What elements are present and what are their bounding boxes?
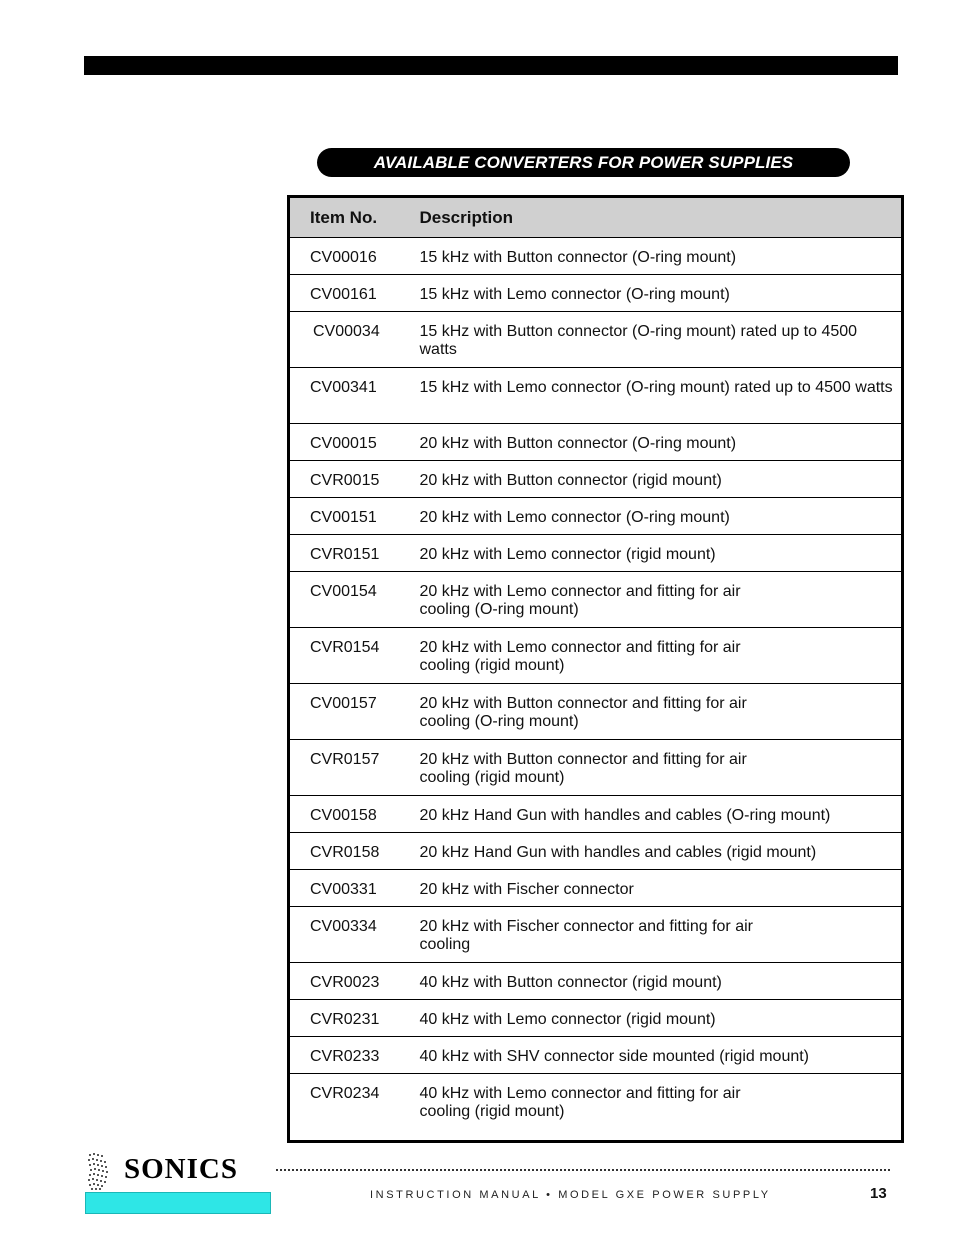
item-description: 40 kHz with SHV connector side mounted (rigid mount) [420,1037,903,1074]
column-header-item: Item No. [289,197,420,238]
item-number: CVR0158 [289,833,420,870]
item-description: 20 kHz with Fischer connector and fitting for air cooling [420,907,903,963]
table-row [289,572,903,628]
item-number: CVR0151 [289,535,420,572]
table-row [289,907,903,963]
table-row [289,368,903,424]
item-description: 20 kHz Hand Gun with handles and cables (rigid mount) [420,833,903,870]
table-row [289,238,903,275]
table-row [289,275,903,312]
item-description: 20 kHz with Fischer connector [420,870,903,907]
table-row [289,535,903,572]
table-row [289,461,903,498]
table-row [289,833,903,870]
item-number: CV00158 [289,796,420,833]
item-number: CV00015 [289,424,420,461]
item-description: 20 kHz with Button connector and fitting for air cooling (O-ring mount) [420,684,903,740]
item-description: 20 kHz with Lemo connector (O-ring mount) [420,498,903,535]
item-description: 40 kHz with Lemo connector (rigid mount) [420,1000,903,1037]
item-number: CVR0233 [289,1037,420,1074]
item-description: 20 kHz with Lemo connector and fitting for air cooling (O-ring mount) [420,572,903,628]
item-number: CV00157 [289,684,420,740]
table-row [289,1037,903,1074]
item-number: CVR0231 [289,1000,420,1037]
footer-dotted-rule [276,1169,890,1171]
item-number: CV00034 [289,312,420,368]
sonics-logo-text: SONICS [124,1153,238,1185]
sonics-wave-icon [86,1151,114,1191]
item-number: CVR0234 [310,1085,380,1102]
section-title-text: AVAILABLE CONVERTERS FOR POWER SUPPLIES [373,152,794,172]
table-row [289,312,903,368]
item-number: CVR0154 [289,628,420,684]
header-bar [84,56,898,75]
item-description: 15 kHz with Lemo connector (O-ring mount) rated up to 4500 watts [420,368,903,424]
item-number: CV00151 [289,498,420,535]
table-row [289,870,903,907]
table-row [289,684,903,740]
item-description: 20 kHz Hand Gun with handles and cables (O-ring mount) [420,796,903,833]
logo-color-strip [85,1192,271,1214]
item-number: CV00331 [289,870,420,907]
table-row [289,1000,903,1037]
item-description: 20 kHz with Lemo connector (rigid mount) [420,535,903,572]
item-description: 15 kHz with Button connector (O-ring mount) [420,238,903,275]
manual-title: INSTRUCTION MANUAL • MODEL GXE POWER SUPPLY [370,1189,771,1201]
item-number: CVR0023 [289,963,420,1000]
table-row [289,1074,903,1142]
item-number: CV00016 [289,238,420,275]
item-description: 20 kHz with Button connector (rigid mount) [420,461,903,498]
page-number: 13 [870,1185,887,1202]
item-number: CVR0157 [289,740,420,796]
table-row [289,963,903,1000]
item-number: CV00341 [289,368,420,424]
column-header-description: Description [420,197,903,238]
item-description: 20 kHz with Lemo connector and fitting for air cooling (rigid mount) [420,628,903,684]
table-row [289,498,903,535]
item-description: 15 kHz with Button connector (O-ring mount) rated up to 4500 watts [420,312,903,368]
section-title [317,148,850,177]
item-number: CV00161 [289,275,420,312]
item-description: 40 kHz with Lemo connector and fitting for air cooling (rigid mount) [419,1085,741,1120]
converters-table [287,195,904,1143]
item-description: 20 kHz with Button connector (O-ring mount) [420,424,903,461]
table-row [289,796,903,833]
item-number: CV00334 [289,907,420,963]
table-header-row [289,197,903,238]
item-description: 20 kHz with Button connector and fitting for air cooling (rigid mount) [420,740,903,796]
table-row [289,628,903,684]
item-description: 15 kHz with Lemo connector (O-ring mount) [420,275,903,312]
item-description: 40 kHz with Button connector (rigid mount) [420,963,903,1000]
item-number: CVR0015 [289,461,420,498]
table-row [289,424,903,461]
item-number: CV00154 [289,572,420,628]
table-row [289,740,903,796]
